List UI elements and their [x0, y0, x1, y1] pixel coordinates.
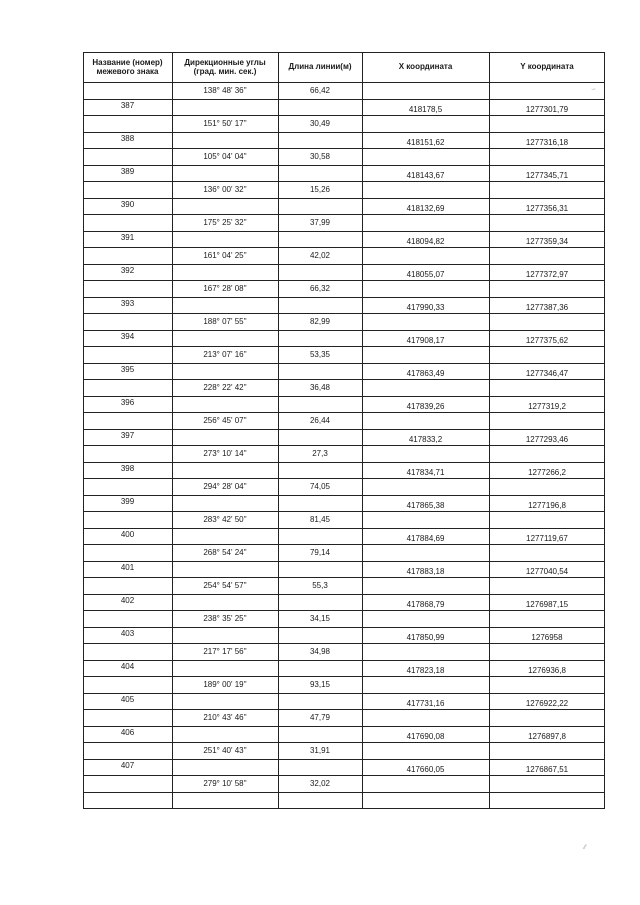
segment-length: 74,05 — [309, 482, 331, 491]
point-name: 402 — [120, 595, 135, 605]
segment-length: 53,35 — [309, 350, 331, 359]
point-name: 395 — [120, 364, 135, 374]
point-y: 1276987,15 — [525, 599, 569, 609]
point-x: 417883,18 — [406, 566, 445, 576]
point-y: 1276922,22 — [525, 698, 569, 708]
point-x: 417839,26 — [406, 401, 445, 411]
point-name: 404 — [120, 661, 135, 671]
point-name: 400 — [120, 529, 135, 539]
point-name: 401 — [120, 562, 135, 572]
segment-angle: 151° 50' 17'' — [203, 119, 247, 128]
point-x: 417908,17 — [406, 335, 445, 345]
point-name: 406 — [120, 727, 135, 737]
point-name: 407 — [120, 760, 135, 770]
point-x: 417731,16 — [406, 698, 445, 708]
point-y: 1276897,8 — [528, 731, 566, 741]
segment-length: 27,3 — [312, 449, 328, 458]
point-x: 417865,38 — [406, 500, 445, 510]
grid-line — [83, 808, 605, 809]
point-y: 1277266,2 — [528, 467, 566, 477]
point-name: 391 — [120, 232, 135, 242]
point-name: 396 — [120, 397, 135, 407]
point-y: 1277301,79 — [525, 104, 569, 114]
segment-angle: 167° 28' 08'' — [203, 284, 247, 293]
segment-length: 55,3 — [312, 581, 328, 590]
point-x: 418094,82 — [406, 236, 445, 246]
segment-angle: 268° 54' 24'' — [203, 548, 247, 557]
segment-length: 15,26 — [309, 185, 331, 194]
point-name: 387 — [120, 100, 135, 110]
point-y: 1277387,36 — [525, 302, 569, 312]
segment-angle: 279° 10' 58'' — [203, 779, 247, 788]
point-x: 418132,69 — [406, 203, 445, 213]
point-y: 1277293,46 — [525, 434, 569, 444]
point-x: 417834,71 — [406, 467, 445, 477]
segment-length: 32,02 — [309, 779, 331, 788]
point-x: 417990,33 — [406, 302, 445, 312]
point-name: 398 — [120, 463, 135, 473]
point-y: 1277345,71 — [525, 170, 569, 180]
point-x: 417868,79 — [406, 599, 445, 609]
segment-angle: 136° 00' 32'' — [203, 185, 247, 194]
coordinates-table — [83, 52, 605, 805]
point-x: 417850,99 — [406, 632, 445, 642]
segment-length: 30,58 — [309, 152, 331, 161]
point-y: 1277119,67 — [526, 533, 568, 543]
point-name: 393 — [120, 298, 135, 308]
point-y: 1277346,47 — [525, 368, 569, 378]
point-x: 417884,69 — [406, 533, 445, 543]
point-y: 1277356,31 — [525, 203, 569, 213]
point-y: 1277040,54 — [525, 566, 569, 576]
segment-length: 66,32 — [309, 284, 331, 293]
segment-length: 47,79 — [309, 713, 331, 722]
segment-angle: 189° 00' 19'' — [203, 680, 247, 689]
segment-length: 82,99 — [309, 317, 331, 326]
segment-angle: 188° 07' 55'' — [203, 317, 247, 326]
segment-angle: 175° 25' 32'' — [203, 218, 247, 227]
segment-length: 31,91 — [309, 746, 331, 755]
point-name: 403 — [120, 628, 135, 638]
point-name: 394 — [120, 331, 135, 341]
segment-length: 26,44 — [309, 416, 331, 425]
point-y: 1277375,62 — [525, 335, 569, 345]
segment-length: 79,14 — [309, 548, 331, 557]
point-name: 405 — [120, 694, 135, 704]
segment-angle: 273° 10' 14'' — [203, 449, 247, 458]
segment-angle: 213° 07' 16'' — [203, 350, 247, 359]
segment-angle: 256° 45' 07'' — [203, 416, 247, 425]
header-x: X координата — [398, 62, 453, 72]
segment-length: 81,45 — [309, 515, 331, 524]
header-name: Название (номер) межевого знака — [92, 57, 163, 76]
point-x: 418055,07 — [406, 269, 445, 279]
point-x: 418143,67 — [406, 170, 445, 180]
grid-line — [83, 82, 605, 83]
scan-mark: ∽ — [591, 87, 597, 93]
segment-length: 34,98 — [309, 647, 331, 656]
segment-length: 34,15 — [309, 614, 331, 623]
scan-mark: ⁄⁄ — [584, 845, 587, 851]
header-length: Длина линии(м) — [288, 62, 352, 72]
point-name: 390 — [120, 199, 135, 209]
segment-angle: 294° 28' 04'' — [203, 482, 247, 491]
point-y: 1277372,97 — [525, 269, 569, 279]
segment-angle: 283° 42' 50'' — [203, 515, 247, 524]
first-segment-angle: 138° 48' 36'' — [203, 86, 247, 95]
segment-angle: 251° 40' 43'' — [203, 746, 247, 755]
point-y: 1277316,18 — [525, 137, 569, 147]
segment-length: 30,49 — [309, 119, 331, 128]
point-x: 417833,2 — [408, 434, 443, 444]
point-y: 1277196,8 — [528, 500, 566, 510]
point-y: 1277359,34 — [525, 236, 569, 246]
segment-angle: 238° 35' 25'' — [203, 614, 247, 623]
point-name: 397 — [120, 430, 135, 440]
segment-angle: 210° 43' 46'' — [203, 713, 247, 722]
point-name: 392 — [120, 265, 135, 275]
point-name: 399 — [120, 496, 135, 506]
point-y: 1277319,2 — [528, 401, 566, 411]
point-x: 417823,18 — [406, 665, 445, 675]
segment-angle: 161° 04' 25'' — [203, 251, 247, 260]
point-x: 417863,49 — [406, 368, 445, 378]
segment-length: 93,15 — [309, 680, 331, 689]
point-y: 1276936,8 — [528, 665, 566, 675]
first-segment-length: 66,42 — [309, 86, 331, 95]
segment-length: 37,99 — [309, 218, 331, 227]
header-y: Y координата — [520, 62, 574, 72]
segment-angle: 228° 22' 42'' — [203, 383, 247, 392]
segment-length: 36,48 — [309, 383, 331, 392]
segment-angle: 105° 04' 04'' — [203, 152, 247, 161]
point-y: 1276867,51 — [525, 764, 569, 774]
point-x: 417690,08 — [406, 731, 445, 741]
point-y: 1276958 — [531, 632, 563, 642]
header-angle: Дирекционные углы (град. мин. сек.) — [184, 57, 266, 76]
point-x: 418151,62 — [406, 137, 445, 147]
point-x: 417660,05 — [406, 764, 445, 774]
point-name: 389 — [120, 166, 135, 176]
segment-angle: 254° 54' 57'' — [203, 581, 247, 590]
segment-length: 42,02 — [309, 251, 331, 260]
segment-angle: 217° 17' 56'' — [203, 647, 247, 656]
point-x: 418178,5 — [408, 104, 443, 114]
point-name: 388 — [120, 133, 135, 143]
grid-line — [83, 792, 605, 793]
